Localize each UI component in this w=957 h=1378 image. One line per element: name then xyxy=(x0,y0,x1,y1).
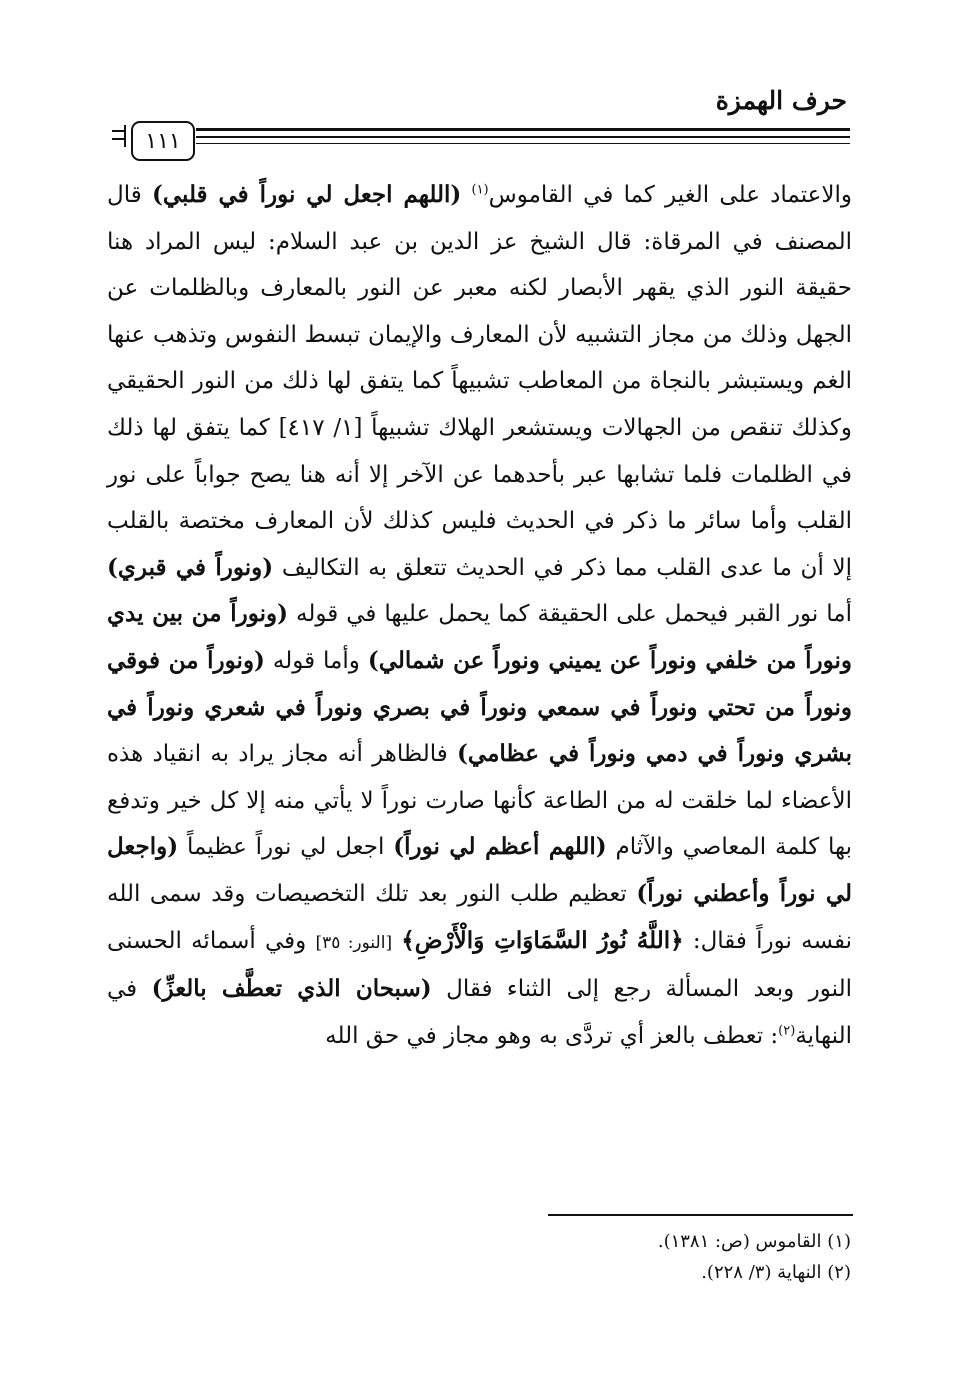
header-rule xyxy=(196,143,850,144)
hadith-phrase: (اللهم اجعل لي نوراً في قلبي) xyxy=(151,181,462,208)
page-number-ornament xyxy=(124,125,126,147)
text-run: في النهاية xyxy=(107,976,852,1049)
header-rule xyxy=(196,128,850,131)
hadith-phrase: (ونوراً من بين يدي ونوراً من خلفي ونوراً عن يميني ونوراً عن شمالي) xyxy=(107,600,852,674)
footnote: (١) القاموس (ص: ١٣٨١). xyxy=(657,1231,851,1252)
text-run: وفي أسمائه الحسنى النور وبعد المسألة رجع إلى الثناء فقال xyxy=(107,927,852,1003)
footnote-ref[interactable]: (١) xyxy=(471,182,489,198)
paragraph xyxy=(107,172,852,1059)
main-text xyxy=(107,172,852,1059)
header-rule xyxy=(196,136,850,138)
text-run: فالظاهر أنه مجاز يراد به انقياد هذه الأعضاء لما خلقت له من الطاعة كأنها صارت نوراً لا يأتي منه إلا كل خير وتدفع بها كلمة المعاصي والآثام xyxy=(107,741,852,861)
hadith-phrase: (اللهم أعظم لي نوراً) xyxy=(393,833,607,861)
text-run: والاعتماد على الغير كما في القاموس xyxy=(488,182,852,208)
text-run: وأما قوله xyxy=(264,647,368,674)
text-run: أما نور القبر فيحمل على الحقيقة كما يحمل عليها في قوله xyxy=(288,601,852,628)
hadith-phrase: (ونوراً في قبري) xyxy=(107,553,274,581)
hadith-phrase: (ونوراً من فوقي ونوراً من تحتي ونوراً في سمعي ونوراً في بصري ونوراً في شعري ونوراً في بشري ونوراً في دمي ونوراً في عظامي) xyxy=(107,646,853,768)
footnotes xyxy=(451,1226,851,1288)
hadith-phrase: (واجعل لي نوراً وأعطني نوراً) xyxy=(107,833,852,907)
footnote-ref[interactable]: (٢) xyxy=(778,1023,796,1039)
text-run: : تعطف بالعز أي تردَّى به وهو مجاز في حق الله xyxy=(325,1022,779,1049)
running-title: حرف الهمزة xyxy=(715,86,847,115)
footnote-separator xyxy=(548,1214,853,1216)
text-run: اجعل لي نوراً عظيماً xyxy=(178,834,394,861)
quran-verse: ﴿اللَّهُ نُورُ السَّمَاوَاتِ وَالْأَرْضِ﴾ xyxy=(401,926,684,954)
text-run: قال المصنف في المرقاة: قال الشيخ عز الدين بن عبد السلام: ليس المراد هنا حقيقة النور الذي يقهر الأبصار لكنه معبر عن النور بالمعارف وبالظلمات عن الجهل وذلك من مجاز التشبيه لأن المعارف والإيمان تبسط النفوس وتذهب عنها الغم ويستبشر بالنجاة من المعاطب تشبيهاً كما يتفق لها ذلك من النور الحقيقي وكذلك تنقص من الجهالات ويستشعر الهلاك تشبيهاً [١/ ٤١٧] كما يتفق لها ذلك في الظلمات فلما تشابها عبر بأحدهما عن الآخر إلا أنه هنا يصح جواباً على نور القلب وأما سائر ما ذكر في الحديث فليس كذلك لأن المعارف مختصة بالقلب إلا أن ما عدى القلب مما ذكر في الحديث تتعلق به التكاليف xyxy=(107,182,853,581)
footnote: (٢) النهاية (٣/ ٢٢٨). xyxy=(701,1262,851,1283)
hadith-phrase: (سبحان الذي تعطَّف بالعزِّ) xyxy=(151,975,432,1003)
text-run: تعظيم طلب النور بعد تلك التخصيصات وقد سمى الله نفسه نوراً فقال: xyxy=(107,880,853,954)
page-number: ١١١ xyxy=(131,121,195,161)
quran-reference: [النور: ٣٥] xyxy=(315,932,393,953)
